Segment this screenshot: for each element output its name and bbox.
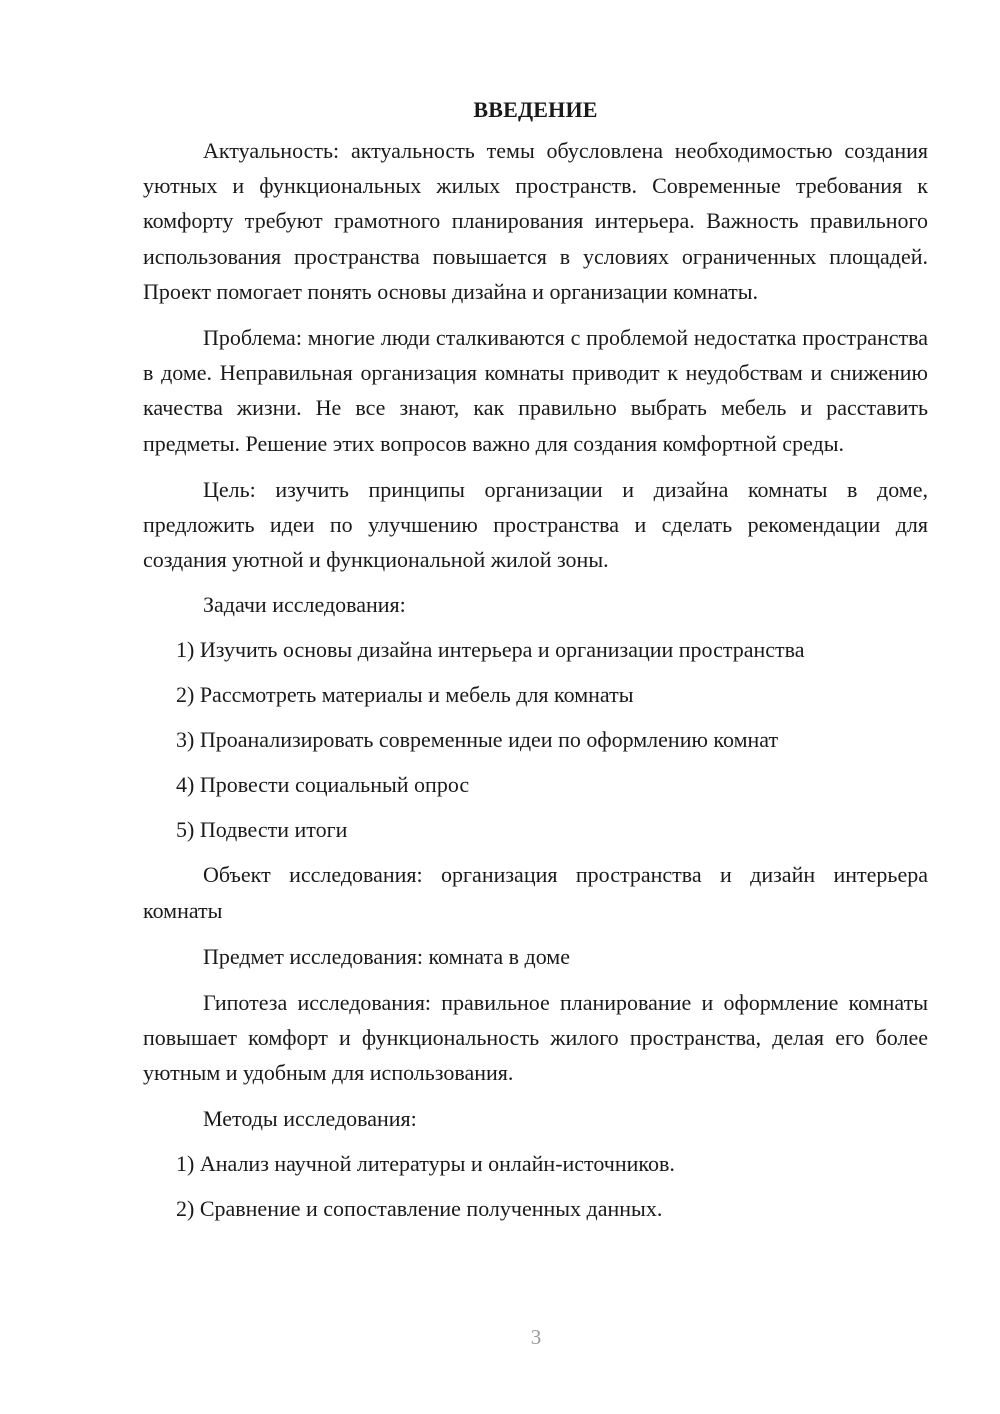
object-paragraph: Объект исследования: организация пространства и дизайн интерьера комнаты [143,862,928,923]
hypothesis-paragraph: Гипотеза исследования: правильное планирование и оформление комнаты повышает комфорт и функциональность жилого пространства, делая его более уютным и удобным для использования. [143,989,928,1086]
list-item: 2) Сравнение и сопоставление полученных данных. [176,1196,663,1222]
page-content [143,92,928,1226]
tasks-title: Задачи исследования: [203,592,406,618]
goal-paragraph: Цель: изучить принципы организации и дизайна комнаты в доме, предложить идеи по улучшению пространства и сделать рекомендации для создания уютной и функциональной жилой зоны. [143,476,928,573]
section-heading: ВВЕДЕНИЕ [473,97,598,122]
tasks-list [143,632,928,847]
list-item: 3) Проанализировать современные идеи по оформлению комнат [176,727,779,753]
relevance-paragraph: Актуальность: актуальность темы обусловлена необходимостью создания уютных и функциональных жилых пространств. Современные требования к комфорту требуют грамотного планирования интерьера. Важность правильного использования пространства повышается в условиях ограниченных площадей. Проект помогает понять основы дизайна и организации комнаты. [143,138,928,304]
methods-title: Методы исследования: [203,1106,417,1132]
problem-paragraph: Проблема: многие люди сталкиваются с проблемой недостатка пространства в доме. Неправильная организация комнаты приводит к неудобствам и снижению качества жизни. Не все знают, как правильно выбрать мебель и расставить предметы. Решение этих вопросов важно для создания комфортной среды. [143,325,928,456]
list-item: 1) Изучить основы дизайна интерьера и организации пространства [176,637,805,663]
list-item: 5) Подвести итоги [176,817,348,843]
list-item: 1) Анализ научной литературы и онлайн-источников. [176,1151,675,1177]
methods-list [143,1146,928,1226]
page-number: 3 [530,1325,542,1349]
list-item: 2) Рассмотреть материалы и мебель для комнаты [176,682,634,708]
subject-paragraph: Предмет исследования: комната в доме [203,943,570,969]
list-item: 4) Провести социальный опрос [176,772,470,798]
